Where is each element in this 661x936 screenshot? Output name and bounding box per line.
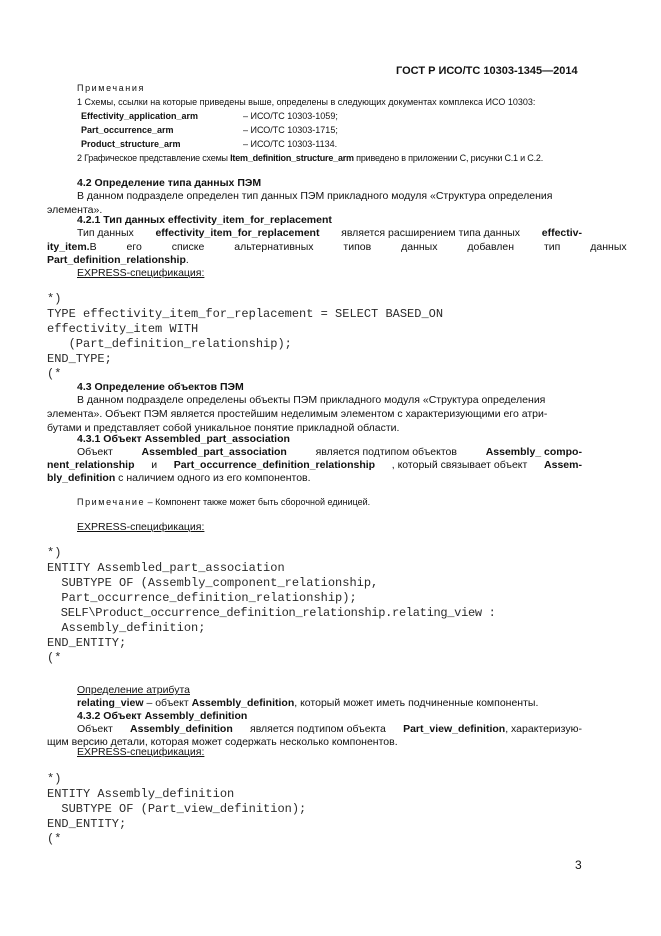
code-line: ENTITY Assembly_definition	[47, 787, 235, 801]
code-line: *)	[47, 772, 62, 786]
ref-doc-2: – ИСО/ТС 10303-1715;	[243, 125, 338, 135]
s431-line-3: bly_definition с наличием одного из его компонентов.	[47, 472, 311, 484]
note-2: 2 Графическое представление схемы Item_definition_structure_arm приведено в приложении С, рисунки С.1 и С.2.	[77, 153, 543, 163]
ref-doc-1: – ИСО/ТС 10303-1059;	[243, 111, 338, 121]
heading-4-3-2: 4.3.2 Объект Assembly_definition	[77, 710, 248, 722]
code-line: SUBTYPE OF (Part_view_definition);	[47, 802, 307, 816]
s431-line-1: Объект Assembled_part_association является подтипом объектов Assembly_ compo-	[77, 446, 582, 458]
s431-note: Примечание – Компонент также может быть сборочной единицей.	[77, 497, 371, 507]
code-line: END_TYPE;	[47, 352, 112, 366]
code-line: SUBTYPE OF (Assembly_component_relationship,	[47, 576, 379, 590]
note-1: 1 Схемы, ссылки на которые приведены выше, определены в следующих документах комплекса ИСО 10303:	[77, 97, 536, 107]
express-spec-label-3: EXPRESS-спецификация:	[77, 746, 205, 758]
heading-4-3-1: 4.3.1 Объект Assembled_part_association	[77, 433, 290, 445]
code-line: END_ENTITY;	[47, 817, 127, 831]
code-line: END_ENTITY;	[47, 636, 127, 650]
ref-doc-3: – ИСО/ТС 10303-1134.	[243, 139, 338, 149]
code-line: *)	[47, 292, 62, 306]
heading-4-3: 4.3 Определение объектов ПЭМ	[77, 381, 244, 393]
s432-line-1: Объект Assembly_definition является подтипом объекта Part_view_definition, характеризую-	[77, 723, 582, 735]
s42-line-2: элемента».	[47, 204, 103, 216]
express-spec-label-1: EXPRESS-спецификация:	[77, 267, 205, 279]
code-line: (Part_definition_relationship);	[47, 337, 292, 351]
s421-line-1: Тип данных effectivity_item_for_replacement является расширением типа данных effectiv-	[77, 227, 582, 239]
ref-name-1: Effectivity_application_arm	[81, 111, 199, 121]
s421-line-3: Part_definition_relationship.	[47, 254, 189, 266]
code-line: (*	[47, 367, 62, 381]
code-line: Part_occurrence_definition_relationship);	[47, 591, 357, 605]
heading-4-2-1: 4.2.1 Тип данных effectivity_item_for_replacement	[77, 214, 332, 226]
code-line: Assembly_definition;	[47, 621, 206, 635]
code-line: *)	[47, 546, 62, 560]
code-line: effectivity_item WITH	[47, 322, 199, 336]
code-line: ENTITY Assembled_part_association	[47, 561, 285, 575]
s43-line-3: бутами и представляет собой уникальное понятие прикладной области.	[47, 422, 400, 434]
code-line: TYPE effectivity_item_for_replacement = SELECT BASED_ON	[47, 307, 444, 321]
s42-line-1: В данном подразделе определен тип данных ПЭМ прикладного модуля «Структура определения	[77, 190, 553, 202]
s432-line-2: щим версию детали, которая может содержать несколько компонентов.	[47, 736, 398, 748]
code-line: (*	[47, 651, 62, 665]
attribute-definition-label: Определение атрибута	[77, 684, 190, 696]
heading-4-2: 4.2 Определение типа данных ПЭМ	[77, 177, 262, 189]
s43-line-2: элемента». Объект ПЭМ является простейшим неделимым элементом с характеризующими его атри-	[47, 408, 548, 420]
page-number: 3	[575, 858, 582, 872]
code-line: SELF\Product_occurrence_definition_relationship.relating_view :	[47, 606, 496, 620]
code-line: (*	[47, 832, 62, 846]
attribute-relating-view: relating_view – объект Assembly_definition, который может иметь подчиненные компоненты.	[77, 697, 539, 709]
document-code: ГОСТ Р ИСО/ТС 10303-1345—2014	[396, 65, 578, 77]
s431-line-2: nent_relationship и Part_occurrence_definition_relationship , который связывает объект Assem-	[47, 459, 582, 471]
express-spec-label-2: EXPRESS-спецификация:	[77, 521, 205, 533]
ref-name-3: Product_structure_arm	[81, 139, 181, 149]
s43-line-1: В данном подразделе определены объекты ПЭМ прикладного модуля «Структура определения	[77, 394, 546, 406]
s421-line-2: ity_item. В его списке альтернативных типов данных добавлен тип данных	[47, 241, 627, 253]
notes-title: Примечания	[77, 83, 145, 93]
ref-name-2: Part_occurrence_arm	[81, 125, 174, 135]
